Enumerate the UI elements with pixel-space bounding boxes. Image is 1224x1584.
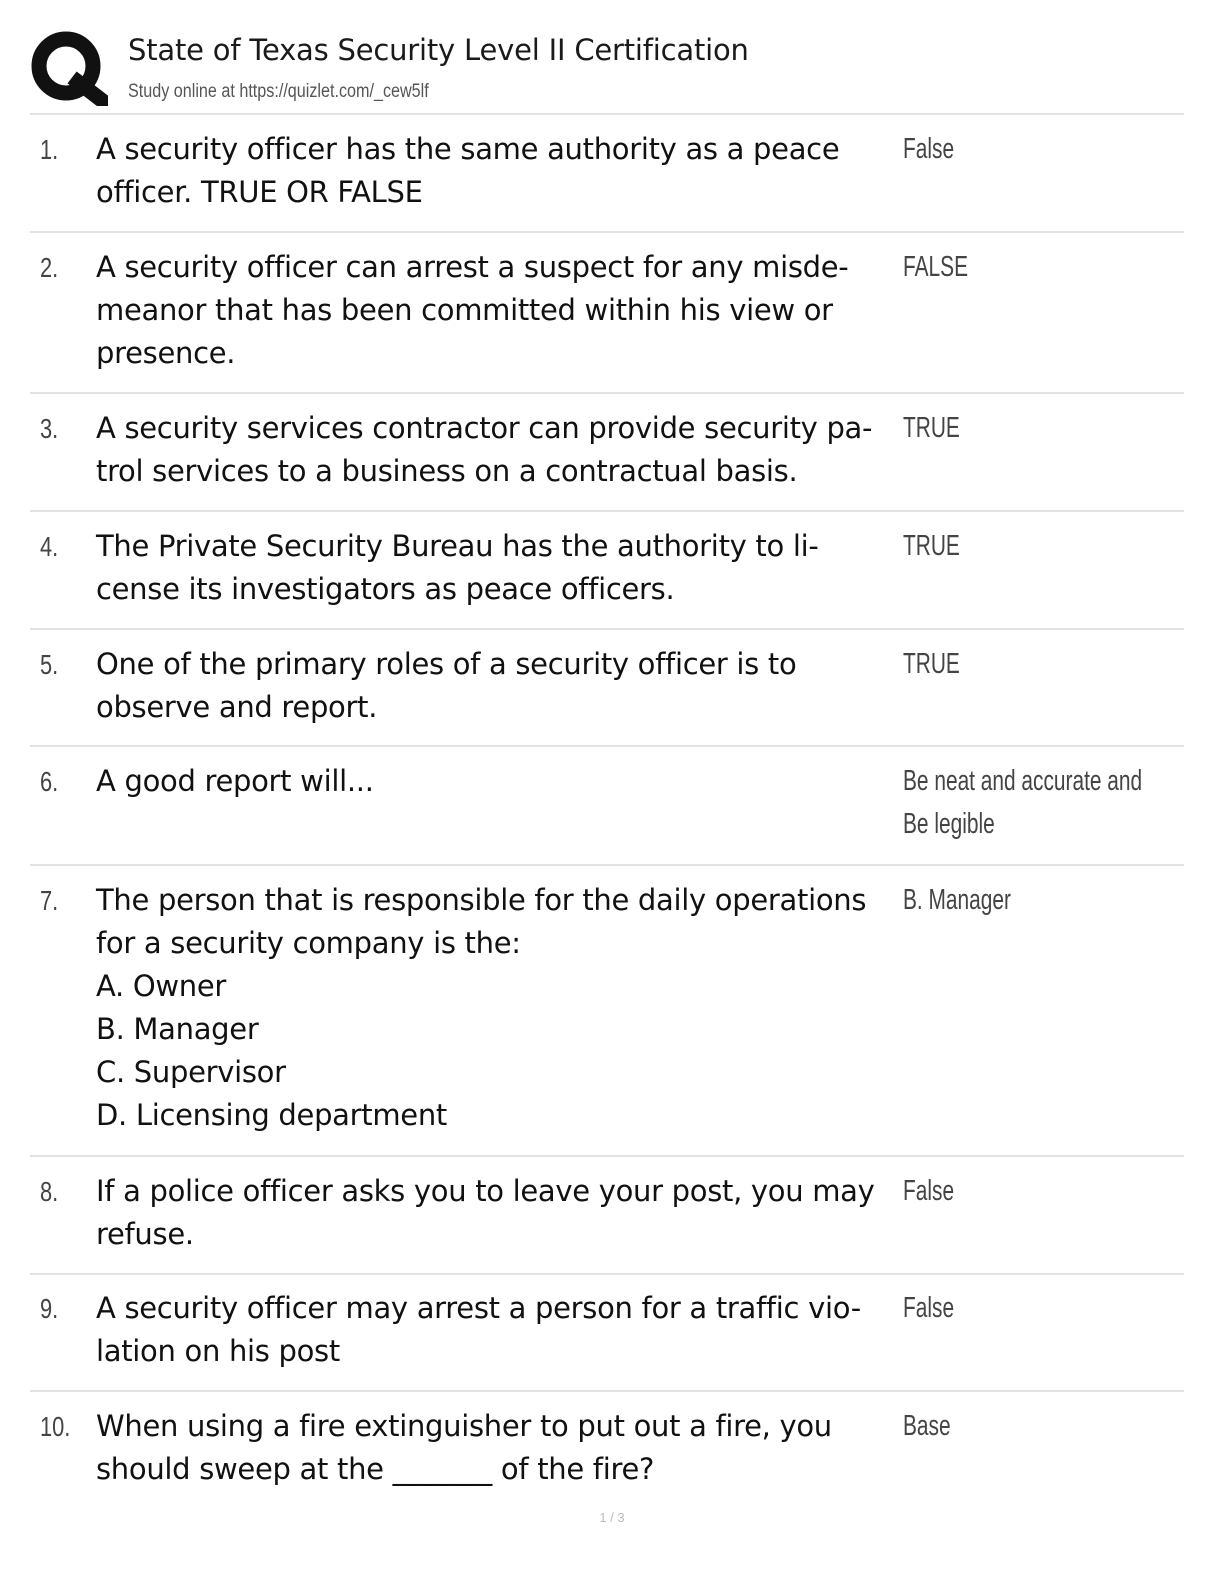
term-line: trol services to a business on a contractual basis.	[96, 454, 798, 488]
definition-line: TRUE	[903, 530, 960, 562]
card-divider	[30, 864, 1184, 866]
header-divider	[30, 113, 1184, 115]
page-indicator: 1 / 3	[599, 1510, 625, 1525]
term-line: C. Supervisor	[96, 1055, 286, 1089]
card-definition	[903, 525, 1108, 568]
card-definition	[903, 879, 1108, 922]
definition-line: TRUE	[903, 412, 960, 444]
term-line: for a security company is the:	[96, 926, 521, 960]
card-definition	[903, 128, 1108, 171]
term-line: officer. TRUE OR FALSE	[96, 175, 423, 209]
card-divider	[30, 1155, 1184, 1157]
term-line: meanor that has been committed within his view or	[96, 293, 833, 327]
card-divider	[30, 392, 1184, 394]
term-line: refuse.	[96, 1217, 194, 1251]
definition-line: False	[903, 1292, 955, 1324]
card-number: 3.	[40, 413, 59, 444]
card-divider	[30, 745, 1184, 747]
page-title: State of Texas Security Level II Certification	[128, 33, 749, 67]
card-number: 7.	[40, 885, 59, 916]
term-line: The Private Security Bureau has the authority to li-	[96, 529, 819, 563]
term-line: A security services contractor can provide security pa-	[96, 411, 873, 445]
term-line: A. Owner	[96, 969, 227, 1003]
term-line: A security officer has the same authority as a peace	[96, 132, 840, 166]
card-divider	[30, 510, 1184, 512]
term-line: presence.	[96, 336, 236, 370]
card-definition	[903, 643, 1108, 686]
card-number: 8.	[40, 1176, 59, 1207]
study-link[interactable]: Study online at https://quizlet.com/_cew5lf	[128, 81, 429, 102]
card-divider	[30, 628, 1184, 630]
card-definition	[903, 246, 1108, 289]
card-divider	[30, 1273, 1184, 1275]
card-term	[96, 128, 906, 214]
definition-line: Be neat and accurate and	[903, 765, 1143, 797]
definition-line: False	[903, 133, 955, 165]
card-number: 9.	[40, 1293, 59, 1324]
definition-line: B. Manager	[903, 884, 1011, 916]
definition-line: FALSE	[903, 251, 969, 283]
term-line: observe and report.	[96, 690, 378, 724]
card-term	[96, 760, 906, 803]
term-line: A security officer may arrest a person for a traffic vio-	[96, 1291, 861, 1325]
card-definition	[903, 1405, 1108, 1448]
term-line: should sweep at the _______ of the fire?	[96, 1452, 655, 1486]
card-divider	[30, 231, 1184, 233]
card-definition	[903, 1170, 1108, 1213]
card-term	[96, 407, 906, 493]
card-number: 4.	[40, 531, 59, 562]
definition-line: Base	[903, 1410, 951, 1442]
definition-line: False	[903, 1175, 955, 1207]
card-divider	[30, 1390, 1184, 1392]
term-line: A security officer can arrest a suspect for any misde-	[96, 250, 849, 284]
definition-line: Be legible	[903, 808, 995, 840]
term-line: cense its investigators as peace officers.	[96, 572, 675, 606]
card-number: 2.	[40, 252, 59, 283]
term-line: lation on his post	[96, 1334, 340, 1368]
term-line: When using a fire extinguisher to put out a fire, you	[96, 1409, 832, 1443]
card-number: 10.	[40, 1411, 71, 1442]
term-line: D. Licensing department	[96, 1098, 447, 1132]
term-line: B. Manager	[96, 1012, 259, 1046]
term-line: One of the primary roles of a security officer is to	[96, 647, 797, 681]
card-term	[96, 246, 906, 375]
card-term	[96, 1287, 906, 1373]
card-term	[96, 525, 906, 611]
card-term	[96, 1405, 906, 1491]
card-definition	[903, 760, 1143, 846]
card-number: 5.	[40, 649, 59, 680]
term-line: The person that is responsible for the daily operations	[96, 883, 867, 917]
quizlet-logo-icon	[30, 30, 108, 106]
term-line: A good report will...	[96, 764, 374, 798]
term-line: If a police officer asks you to leave your post, you may	[96, 1174, 875, 1208]
card-number: 1.	[40, 134, 59, 165]
card-term	[96, 643, 906, 729]
card-definition	[903, 1287, 1108, 1330]
card-definition	[903, 407, 1108, 450]
definition-line: TRUE	[903, 648, 960, 680]
card-number: 6.	[40, 766, 59, 797]
card-term	[96, 1170, 906, 1256]
card-term	[96, 879, 906, 1137]
